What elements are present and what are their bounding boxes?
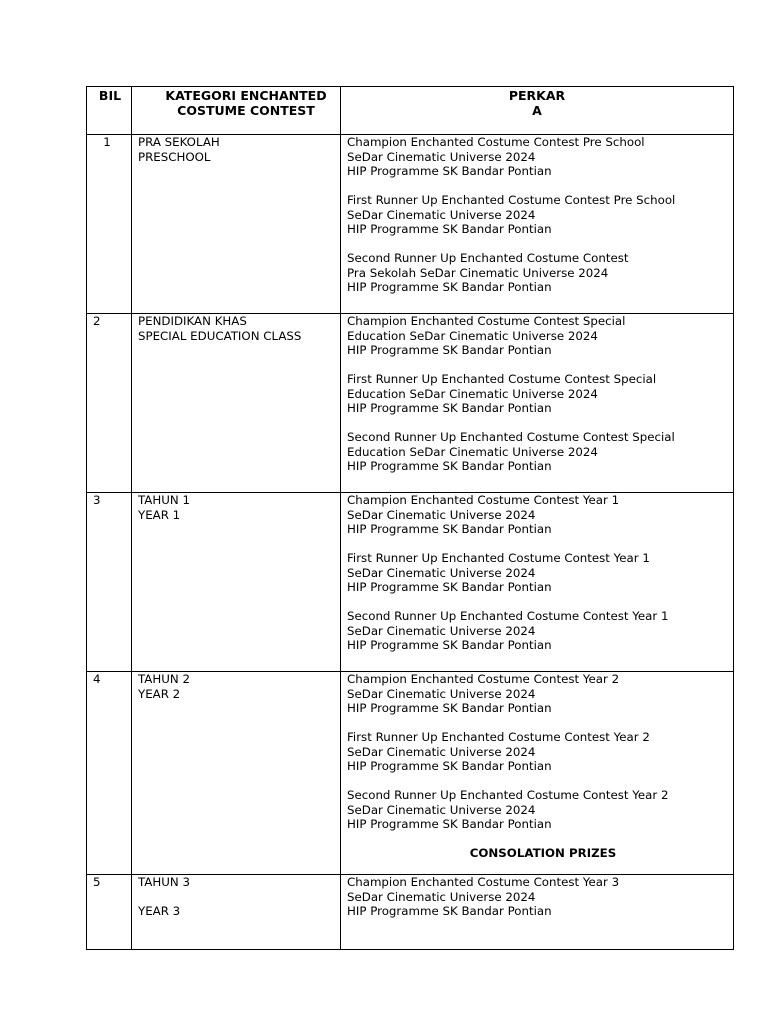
award-text-line: SeDar Cinematic Universe 2024 xyxy=(347,507,536,522)
award-text-line: HIP Programme SK Bandar Pontian xyxy=(347,638,552,652)
awards-table xyxy=(86,86,734,950)
award-text-line: HIP Programme SK Bandar Pontian xyxy=(347,759,552,773)
award-text-line: SeDar Cinematic Universe 2024 xyxy=(347,565,536,580)
award-text-line: HIP Programme SK Bandar Pontian xyxy=(347,222,552,236)
category-label: PRA SEKOLAH xyxy=(138,135,220,149)
award-entry xyxy=(347,672,731,716)
cell-perkara xyxy=(341,314,734,493)
award-text-line: Second Runner Up Enchanted Costume Contest Year 2 xyxy=(347,788,669,802)
award-entry xyxy=(347,135,731,179)
row-number: 3 xyxy=(93,493,101,507)
award-text-line: Champion Enchanted Costume Contest Year 3 xyxy=(347,875,620,889)
category-label: YEAR 1 xyxy=(138,507,181,522)
cell-kategori xyxy=(132,314,341,493)
cell-bil xyxy=(87,493,132,672)
cell-perkara xyxy=(341,875,734,950)
category-label: TAHUN 3 xyxy=(138,875,190,889)
row-number: 4 xyxy=(93,672,101,686)
category-label: YEAR 3 xyxy=(138,904,181,918)
award-text-line: SeDar Cinematic Universe 2024 xyxy=(347,802,536,817)
header-perkara xyxy=(341,87,734,135)
award-entry xyxy=(347,551,731,595)
category-label: TAHUN 1 xyxy=(138,493,190,507)
category-label xyxy=(138,890,336,905)
award-entry xyxy=(347,193,731,237)
award-text-line: First Runner Up Enchanted Costume Contest Year 1 xyxy=(347,551,650,565)
row-number: 2 xyxy=(93,314,101,328)
cell-kategori xyxy=(132,672,341,875)
award-text-line: HIP Programme SK Bandar Pontian xyxy=(347,522,552,536)
award-text-line: HIP Programme SK Bandar Pontian xyxy=(347,580,552,594)
award-text-line: Second Runner Up Enchanted Costume Contest Year 1 xyxy=(347,609,669,623)
category-label: YEAR 2 xyxy=(138,686,181,701)
header-kategori-line2: COSTUME CONTEST xyxy=(177,103,315,118)
award-text-line: First Runner Up Enchanted Costume Contest Year 2 xyxy=(347,730,650,744)
cell-bil xyxy=(87,672,132,875)
award-text-line: HIP Programme SK Bandar Pontian xyxy=(347,164,552,178)
award-text-line: Education SeDar Cinematic Universe 2024 xyxy=(347,444,598,459)
award-entry xyxy=(347,430,731,474)
table-body xyxy=(87,135,734,950)
row-number: 1 xyxy=(103,135,111,149)
award-text-line: Second Runner Up Enchanted Costume Contest Special xyxy=(347,430,675,444)
consolation-prizes-heading: CONSOLATION PRIZES xyxy=(469,846,617,860)
header-bil xyxy=(87,87,132,135)
table-row xyxy=(87,493,734,672)
table-header-row xyxy=(87,87,734,135)
category-label: PRESCHOOL xyxy=(138,149,211,164)
award-entry xyxy=(347,372,731,416)
cell-kategori xyxy=(132,135,341,314)
award-text-line: Champion Enchanted Costume Contest Special xyxy=(347,314,626,328)
award-text-line: SeDar Cinematic Universe 2024 xyxy=(347,623,536,638)
table-row xyxy=(87,135,734,314)
table-row xyxy=(87,672,734,875)
cell-perkara xyxy=(341,493,734,672)
award-text-line: SeDar Cinematic Universe 2024 xyxy=(347,889,536,904)
award-text-line: SeDar Cinematic Universe 2024 xyxy=(347,686,536,701)
award-entry xyxy=(347,788,731,832)
award-text-line: Champion Enchanted Costume Contest Year 1 xyxy=(347,493,620,507)
header-perkara-line1: PERKAR xyxy=(508,88,566,103)
award-entry xyxy=(347,875,731,919)
cell-perkara xyxy=(341,672,734,875)
category-label: PENDIDIKAN KHAS xyxy=(138,314,247,328)
award-entry xyxy=(347,314,731,358)
award-text-line: SeDar Cinematic Universe 2024 xyxy=(347,207,536,222)
header-kategori-line1: KATEGORI ENCHANTED xyxy=(165,88,327,103)
award-text-line: HIP Programme SK Bandar Pontian xyxy=(347,280,552,294)
award-text-line: HIP Programme SK Bandar Pontian xyxy=(347,401,552,415)
award-text-line: Champion Enchanted Costume Contest Year 2 xyxy=(347,672,620,686)
award-text-line: SeDar Cinematic Universe 2024 xyxy=(347,744,536,759)
header-perkara-line2: A xyxy=(532,103,542,118)
award-text-line: Champion Enchanted Costume Contest Pre School xyxy=(347,135,645,149)
award-entry xyxy=(347,730,731,774)
award-text-line: Education SeDar Cinematic Universe 2024 xyxy=(347,328,598,343)
award-text-line: First Runner Up Enchanted Costume Contest Special xyxy=(347,372,657,386)
award-text-line: HIP Programme SK Bandar Pontian xyxy=(347,701,552,715)
cell-kategori xyxy=(132,493,341,672)
award-text-line: HIP Programme SK Bandar Pontian xyxy=(347,904,552,918)
award-text-line: HIP Programme SK Bandar Pontian xyxy=(347,817,552,831)
table-row xyxy=(87,314,734,493)
header-bil-label: BIL xyxy=(98,88,122,103)
award-text-line: Education SeDar Cinematic Universe 2024 xyxy=(347,386,598,401)
award-text-line: Second Runner Up Enchanted Costume Contest xyxy=(347,251,629,265)
award-text-line: First Runner Up Enchanted Costume Contest Pre School xyxy=(347,193,676,207)
award-entry xyxy=(347,609,731,653)
category-label: TAHUN 2 xyxy=(138,672,190,686)
row-number: 5 xyxy=(93,875,101,889)
cell-perkara xyxy=(341,135,734,314)
award-text-line: HIP Programme SK Bandar Pontian xyxy=(347,343,552,357)
cell-bil xyxy=(87,135,132,314)
award-text-line: SeDar Cinematic Universe 2024 xyxy=(347,149,536,164)
award-text-line: Pra Sekolah SeDar Cinematic Universe 2024 xyxy=(347,265,609,280)
cell-bil xyxy=(87,314,132,493)
award-entry xyxy=(347,493,731,537)
award-text-line: HIP Programme SK Bandar Pontian xyxy=(347,459,552,473)
category-label: SPECIAL EDUCATION CLASS xyxy=(138,328,302,343)
header-kategori xyxy=(132,87,341,135)
award-entry xyxy=(347,251,731,295)
cell-kategori xyxy=(132,875,341,950)
cell-bil xyxy=(87,875,132,950)
table-row xyxy=(87,875,734,950)
